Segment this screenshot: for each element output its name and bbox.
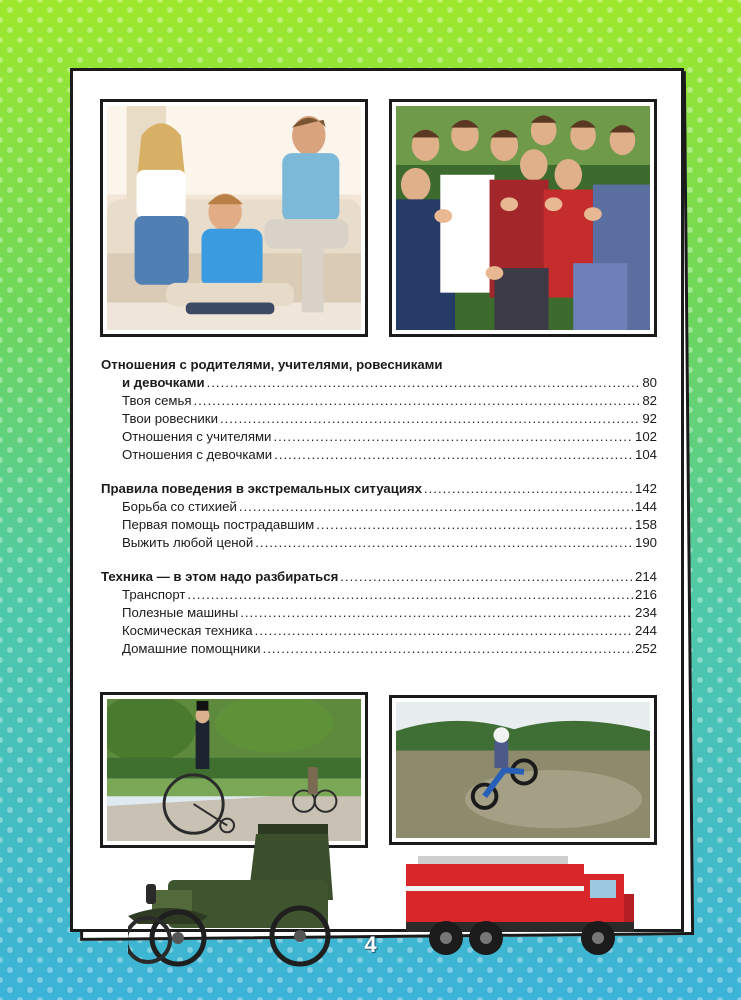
motocross-icon	[396, 702, 650, 838]
toc-item-pervaya-pomosch[interactable]: Первая помощь пострадавшим ..... 158	[101, 516, 657, 534]
dot-leader	[220, 410, 640, 428]
dot-leader	[187, 586, 633, 604]
dot-leader	[193, 392, 640, 410]
toc-item-domashnie[interactable]: Домашние помощники ..... 252	[101, 640, 657, 658]
dot-leader	[316, 516, 633, 534]
motocross-photo	[389, 695, 657, 845]
dot-leader	[239, 498, 633, 516]
toc-section-1-entry[interactable]: и девочками ..... 80	[101, 374, 657, 392]
toc-section-3-entry[interactable]: Техника — в этом надо разбираться ..... 214	[101, 568, 657, 586]
toc-item-transport[interactable]: Транспорт ..... 216	[101, 586, 657, 604]
dot-leader	[255, 622, 633, 640]
dot-leader	[274, 446, 633, 464]
toc-item-vyzhit[interactable]: Выжить любой ценой ..... 190	[101, 534, 657, 552]
dot-leader	[424, 480, 633, 498]
dot-leader	[273, 428, 633, 446]
dot-leader	[340, 568, 633, 586]
teens-photo	[389, 99, 657, 337]
toc-item-tvoi-rovesniki[interactable]: Твои ровесники ..... 92	[101, 410, 657, 428]
dot-leader	[263, 640, 633, 658]
toc-item-tvoya-semya[interactable]: Твоя семья ..... 82	[101, 392, 657, 410]
table-of-contents	[101, 356, 657, 658]
dot-leader	[255, 534, 633, 552]
toc-item-devochki[interactable]: Отношения с девочками ..... 104	[101, 446, 657, 464]
dot-leader	[207, 374, 641, 392]
toc-section-2-entry[interactable]: Правила поведения в экстремальных ситуациях ..... 142	[101, 480, 657, 498]
toc-section-1-title[interactable]: Отношения с родителями, учителями, ровесниками	[101, 357, 443, 372]
toc-item-kosmicheskaya[interactable]: Космическая техника ..... 244	[101, 622, 657, 640]
dot-leader	[240, 604, 633, 622]
page-number-80: 80	[642, 375, 657, 390]
toc-item-uchitelya[interactable]: Отношения с учителями ..... 102	[101, 428, 657, 446]
page-number: 4	[364, 932, 377, 957]
toc-item-borba-so-stihiey[interactable]: Борьба со стихией ..... 144	[101, 498, 657, 516]
family-photo	[100, 99, 368, 337]
teens-thumbs-up-icon	[396, 106, 650, 330]
toc-item-poleznye-mashiny[interactable]: Полезные машины ..... 234	[101, 604, 657, 622]
family-photo-icon	[107, 106, 361, 330]
